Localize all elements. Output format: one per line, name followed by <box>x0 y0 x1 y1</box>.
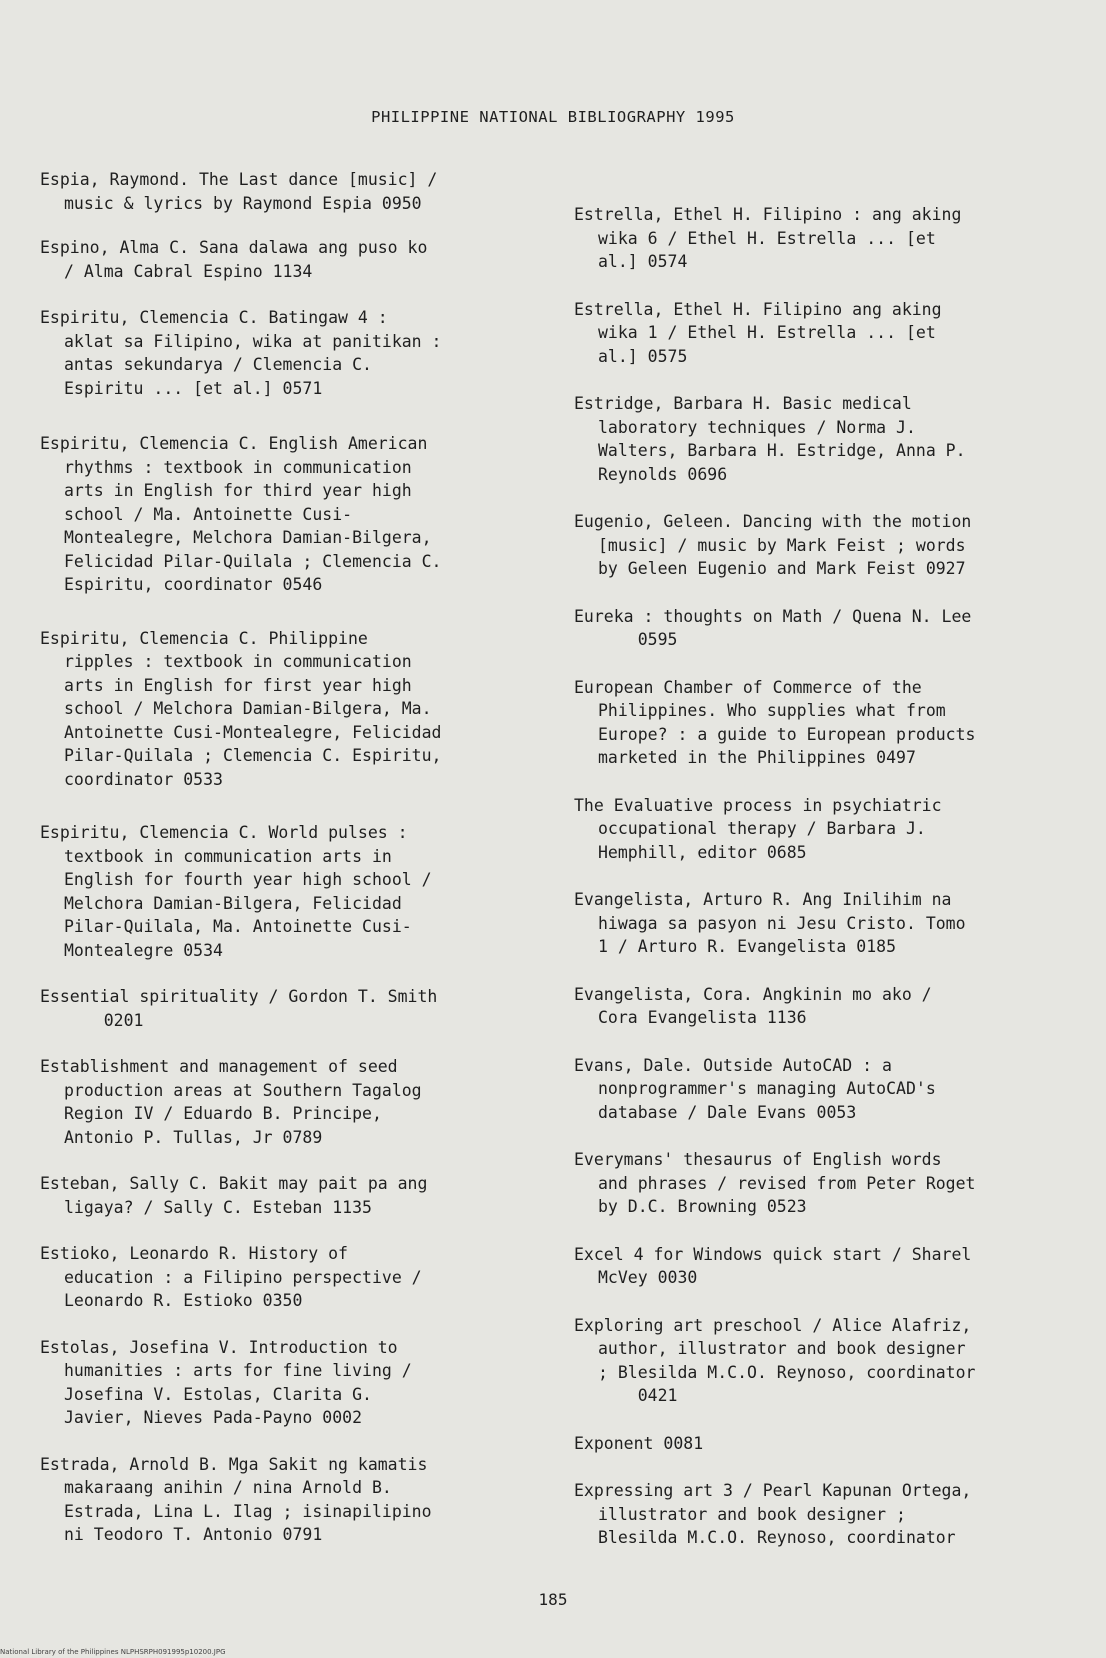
bibliography-entry: European Chamber of Commerce of the Philippines. Who supplies what from Europe? : a guide to European products marketed in the Philippines 0497 <box>574 677 976 767</box>
bibliography-entry: Everymans' thesaurus of English words and phrases / revised from Peter Roget by D.C. Browning 0523 <box>574 1150 976 1216</box>
bibliography-entry: Esteban, Sally C. Bakit may pait pa ang ligaya? / Sally C. Esteban 1135 <box>40 1174 428 1217</box>
bibliography-entry: The Evaluative process in psychiatric occupational therapy / Barbara J. Hemphill, editor 0685 <box>574 795 942 862</box>
bibliography-entry: Eugenio, Geleen. Dancing with the motion [music] / music by Mark Feist ; words by Geleen Eugenio and Mark Feist 0927 <box>574 512 972 578</box>
bibliography-entry: Evans, Dale. Outside AutoCAD : a nonprogrammer's managing AutoCAD's database / Dale Evans 0053 <box>574 1055 936 1122</box>
bibliography-entry: Estrada, Arnold B. Mga Sakit ng kamatis makaraang anihin / nina Arnold B. Estrada, Lina L. Ilag ; isinapilipino ni Teodoro T. Antonio 0791 <box>40 1454 432 1544</box>
bibliography-entry: Eureka : thoughts on Math / Quena N. Lee 0595 <box>574 606 972 649</box>
bibliography-entry: Espia, Raymond. The Last dance [music] / music & lyrics by Raymond Espia 0950 <box>40 170 438 213</box>
bibliography-entry: Espiritu, Clemencia C. English American rhythms : textbook in communication arts in English for third year high school / Ma. Antoinette Cusi- Montealegre, Melchora Damian-Bilgera, Felicidad Pilar-Quilala ; Clemencia C. Espiritu, coordinator 0546 <box>40 434 442 594</box>
right-column <box>574 203 1074 1550</box>
scan-credit: National Library of the Philippines NLPHSRPH091995p10200.JPG <box>0 1648 226 1656</box>
bibliography-entry: Estolas, Josefina V. Introduction to humanities : arts for fine living / Josefina V. Estolas, Clarita G. Javier, Nieves Pada-Payno 0002 <box>40 1337 412 1427</box>
bibliography-entry: Espino, Alma C. Sana dalawa ang puso ko / Alma Cabral Espino 1134 <box>40 238 428 281</box>
left-column <box>40 168 540 1547</box>
bibliography-entry: Essential spirituality / Gordon T. Smith 0201 <box>40 987 438 1030</box>
bibliography-entry: Estioko, Leonardo R. History of education : a Filipino perspective / Leonardo R. Estioko 0350 <box>40 1244 422 1310</box>
bibliography-entry: Espiritu, Clemencia C. Philippine ripples : textbook in communication arts in English for first year high school / Melchora Damian-Bilgera, Ma. Antoinette Cusi-Montealegre, Felicidad Pilar-Quilala ; Clemencia C. Espiritu, coordinator 0533 <box>40 628 442 789</box>
bibliography-entry: Estrella, Ethel H. Filipino : ang aking wika 6 / Ethel H. Estrella ... [et al.] 0574 <box>574 205 962 271</box>
bibliography-entry: Evangelista, Arturo R. Ang Inilihim na hiwaga sa pasyon ni Jesu Cristo. Tomo 1 / Arturo R. Evangelista 0185 <box>574 890 966 956</box>
bibliography-entry: Expressing art 3 / Pearl Kapunan Ortega, illustrator and book designer ; Blesilda M.C.O. Reynoso, coordinator <box>574 1481 972 1547</box>
bibliography-entry: Estrella, Ethel H. Filipino ang aking wika 1 / Ethel H. Estrella ... [et al.] 0575 <box>574 299 942 366</box>
bibliography-entry: Excel 4 for Windows quick start / Sharel McVey 0030 <box>574 1244 972 1287</box>
bibliography-entry: Establishment and management of seed production areas at Southern Tagalog Region IV / Eduardo B. Principe, Antonio P. Tullas, Jr 0789 <box>40 1057 422 1147</box>
bibliography-entry: Estridge, Barbara H. Basic medical laboratory techniques / Norma J. Walters, Barbara H. Estridge, Anna P. Reynolds 0696 <box>574 394 966 484</box>
bibliography-entry: Espiritu, Clemencia C. Batingaw 4 : aklat sa Filipino, wika at panitikan : antas sekundarya / Clemencia C. Espiritu ... [et al.] 0571 <box>40 308 442 398</box>
page-title: PHILIPPINE NATIONAL BIBLIOGRAPHY 1995 <box>371 108 735 126</box>
bibliography-entry: Exploring art preschool / Alice Alafriz, author, illustrator and book designer ; Blesilda M.C.O. Reynoso, coordinator 0421 <box>574 1315 976 1405</box>
bibliography-entry: Evangelista, Cora. Angkinin mo ako / Cora Evangelista 1136 <box>574 984 932 1027</box>
bibliography-entry: Exponent 0081 <box>574 1433 704 1453</box>
page-number: 185 <box>538 1590 568 1609</box>
bibliography-entry: Espiritu, Clemencia C. World pulses : textbook in communication arts in English for fourth year high school / Melchora Damian-Bilgera, Felicidad Pilar-Quilala, Ma. Antoinette Cusi- Montealegre 0534 <box>40 823 432 960</box>
